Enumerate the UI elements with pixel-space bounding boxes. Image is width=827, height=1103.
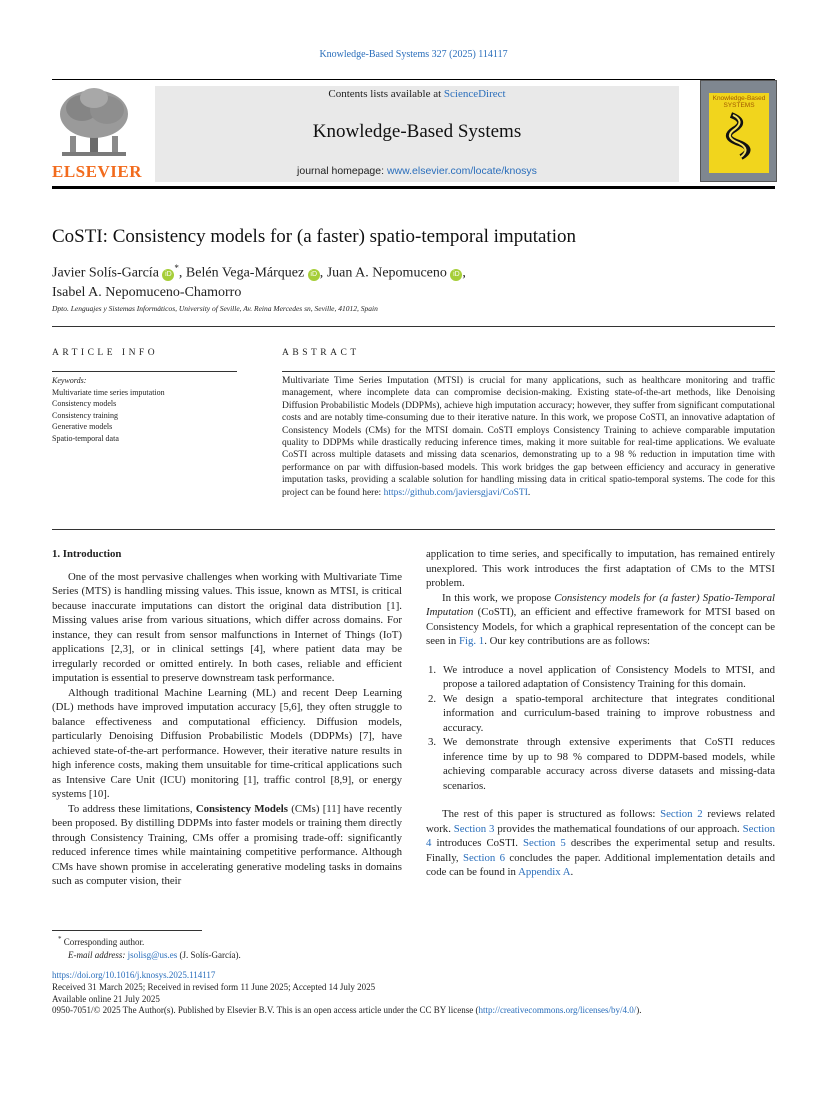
- cover-art: Knowledge-Based SYSTEMS: [709, 93, 769, 173]
- section-rule: [52, 326, 775, 327]
- footnote-rule: [52, 930, 202, 931]
- appendix-link[interactable]: Appendix A: [518, 866, 571, 878]
- paragraph: In this work, we propose Consistency models for (a faster) Spatio-Temporal Imputation (CoSTI), an efficient and effective framework for MTSI based on Consistency Models, for which a graphical representation of the concept can be seen in Fig. 1. Our key contributions are as follows:: [426, 591, 776, 647]
- paper-title: CoSTI: Consistency models for (a faster) spatio-temporal imputation: [52, 226, 576, 247]
- keyword: Consistency training: [52, 410, 118, 420]
- keyword: Generative models: [52, 422, 113, 432]
- author-name[interactable]: Javier Solís-García: [52, 265, 159, 281]
- elsevier-logo: [52, 86, 142, 182]
- right-column: [426, 547, 775, 880]
- section-heading: 1. Introduction: [52, 548, 122, 560]
- journal-banner: [155, 86, 679, 182]
- license-link[interactable]: http://creativecommons.org/licenses/by/4.0/: [478, 1005, 637, 1016]
- orcid-icon[interactable]: iD: [308, 269, 320, 281]
- corresponding-mark: *: [174, 263, 179, 273]
- journal-homepage: journal homepage: www.elsevier.com/locate/knosys: [297, 165, 537, 177]
- sciencedirect-link[interactable]: ScienceDirect: [443, 88, 506, 100]
- homepage-link[interactable]: www.elsevier.com/locate/knosys: [386, 165, 537, 177]
- code-link[interactable]: https://github.com/javiersgjavi/CoSTI: [383, 487, 528, 498]
- author-name[interactable]: Belén Vega-Márquez: [185, 265, 305, 281]
- journal-cover[interactable]: [700, 80, 777, 182]
- abstract-rule: [282, 371, 775, 372]
- publication-info: [52, 970, 782, 1017]
- section-link[interactable]: Section 3: [453, 822, 495, 835]
- journal-name: Knowledge-Based Systems: [312, 121, 522, 142]
- author-name[interactable]: Isabel A. Nepomuceno-Chamorro: [52, 284, 242, 300]
- header-top-rule: [52, 79, 775, 80]
- license-line: 0950-7051/© 2025 The Author(s). Published by Elsevier B.V. This is an open access article under the CC BY license (http://creativecommons.org/licenses/by/4.0/).: [52, 1005, 642, 1016]
- article-info-heading: ARTICLE INFO: [52, 348, 159, 358]
- article-info-rule: [52, 371, 237, 372]
- doi-link[interactable]: https://doi.org/10.1016/j.knosys.2025.114117: [52, 970, 216, 980]
- paragraph: One of the most pervasive challenges when working with Multivariate Time Series (MTS) is handling missing values. This issue, known as MTSI, is critical because inaccurate imputations can distort the original data distribution [1]. Missing values arise from various situations, which differ across domains. For instance, they can result from sensor malfunctions in Internet of Things (IoT) applications [2,3], or in clinical settings [4], where patient data may be irregularly recorded or omitted entirely. In both cases, reliable and efficient imputation is essential to preserve downstream task performance.: [52, 570, 402, 684]
- contribution-list: [426, 663, 775, 794]
- section-link[interactable]: Section 2: [660, 808, 703, 820]
- paragraph: Although traditional Machine Learning (ML) and recent Deep Learning (DL) methods have improved imputation accuracy [5,6], they often struggle to balance effectiveness and computational efficiency. Diffusion models, particularly Denoising Diffusion Probabilistic Models (DDPMs) [7], have achieved state-of-the-art performance. However, their iterative nature results in high inference costs, making them unsuitable for time-critical applications such as Intensive Care Unit (ICU) monitoring [1], traffic control [8,9], or energy systems [10].: [52, 686, 402, 800]
- header-bottom-rule: [52, 186, 775, 189]
- section-link[interactable]: Section 4: [426, 822, 776, 849]
- keywords-label: Keywords:: [52, 376, 87, 385]
- online-date: Available online 21 July 2025: [52, 993, 160, 1004]
- tree-of-knowledge-icon: [52, 86, 136, 162]
- list-item: 2. We design a spatio-temporal architecture that integrates conditional information and curriculum-based training to improve robustness and accuracy.: [428, 692, 775, 734]
- contents-line: Contents lists available at ScienceDirect: [328, 88, 506, 100]
- author-name[interactable]: Juan A. Nepomuceno: [326, 265, 447, 281]
- figure-link[interactable]: Fig. 1: [459, 635, 485, 647]
- email-footnote: E-mail address: jsolisg@us.es (J. Solís-García).: [68, 950, 241, 960]
- affiliation: Dpto. Lenguajes y Sistemas Informáticos, University of Seville, Av. Reina Mercedes sn, Seville, 41012, Spain: [52, 304, 378, 313]
- list-item: 3. We demonstrate through extensive experiments that CoSTI reduces inference time by up to 98 % compared to DDPM-based models, while achieving comparable accuracy across diverse datasets and missing-data scenarios.: [428, 736, 775, 792]
- body-rule: [52, 529, 775, 530]
- keyword: Consistency models: [52, 399, 117, 409]
- author-list: Javier Solís-García iD*, Belén Vega-Márquez iD , Juan A. Nepomuceno iD , Isabel A. Nepomuceno-Chamorro: [52, 263, 466, 300]
- section-link[interactable]: Section 6: [462, 851, 506, 864]
- email-link[interactable]: jsolisg@us.es: [127, 950, 178, 960]
- keyword: Spatio-temporal data: [52, 433, 119, 443]
- orcid-icon[interactable]: iD: [162, 269, 174, 281]
- publisher-name: ELSEVIER: [52, 162, 142, 181]
- section-link[interactable]: Section 5: [523, 837, 566, 849]
- left-column: [52, 547, 402, 889]
- corresponding-footnote: * Corresponding author.: [58, 935, 145, 947]
- abstract-text: Multivariate Time Series Imputation (MTSI) is crucial for many applications, such as healthcare monitoring and traffic management, where incomplete data can compromise decision-making. Existing state-of-the-art methods, like Denoising Diffusion Probabilistic Models (DDPMs), achieve high imputation accuracy; however, they suffer from significant computational costs and are notably time-consuming due to their iterative nature. In this work, we propose CoSTI, an innovative adaptation of Consistency Models (CMs) for the MTSI domain. CoSTI employs Consistency Training to achieve comparable imputation quality to DDPMs while drastically reducing inference times, making it more suitable for real-time applications. We evaluate CoSTI across multiple datasets and missing data scenarios, demonstrating up to a 98 % reduction in imputation time with performance on par with diffusion-based models. This work bridges the gap between efficiency and accuracy in generative imputation tasks, providing a scalable solution for handling missing data in critical spatio-temporal systems. The code for this project can be found here: https://github.com/javiersgjavi/CoSTI.: [282, 376, 775, 498]
- paragraph: To address these limitations, Consistency Models (CMs) [11] have recently been proposed. By distilling DDPMs into faster models or training them directly through Consistency Training, CMs offer a promising trade-off: significantly reduced inference times while maintaining competitive performance. Although CMs have shown promise in accelerating generative modeling tasks in domains such as computer vision, their: [52, 802, 403, 887]
- footnotes: [52, 933, 241, 962]
- paragraph: The rest of this paper is structured as follows: Section 2 reviews related work. Section 3 provides the mathematical foundations of our approach. Section 4 introduces CoSTI. Section 5 describes the experimental setup and results. Finally, Section 6 concludes the paper. Additional implementation details and code can be found in Appendix A.: [426, 808, 776, 878]
- paragraph: application to time series, and specifically to imputation, has remained entirely unexplored. This work introduces the first adaptation of CMs to the MTSI problem.: [426, 548, 775, 589]
- orcid-icon[interactable]: iD: [450, 269, 462, 281]
- journal-reference[interactable]: Knowledge-Based Systems 327 (2025) 114117: [319, 49, 508, 60]
- dates: Received 31 March 2025; Received in revised form 11 June 2025; Accepted 14 July 2025: [52, 981, 376, 992]
- keywords-block: [52, 375, 165, 445]
- keyword: Multivariate time series imputation: [52, 387, 165, 397]
- abstract-heading: ABSTRACT: [282, 348, 360, 358]
- list-item: 1. We introduce a novel application of Consistency Models to MTSI, and propose a tailored adaptation of Consistency Training for this domain.: [428, 663, 775, 690]
